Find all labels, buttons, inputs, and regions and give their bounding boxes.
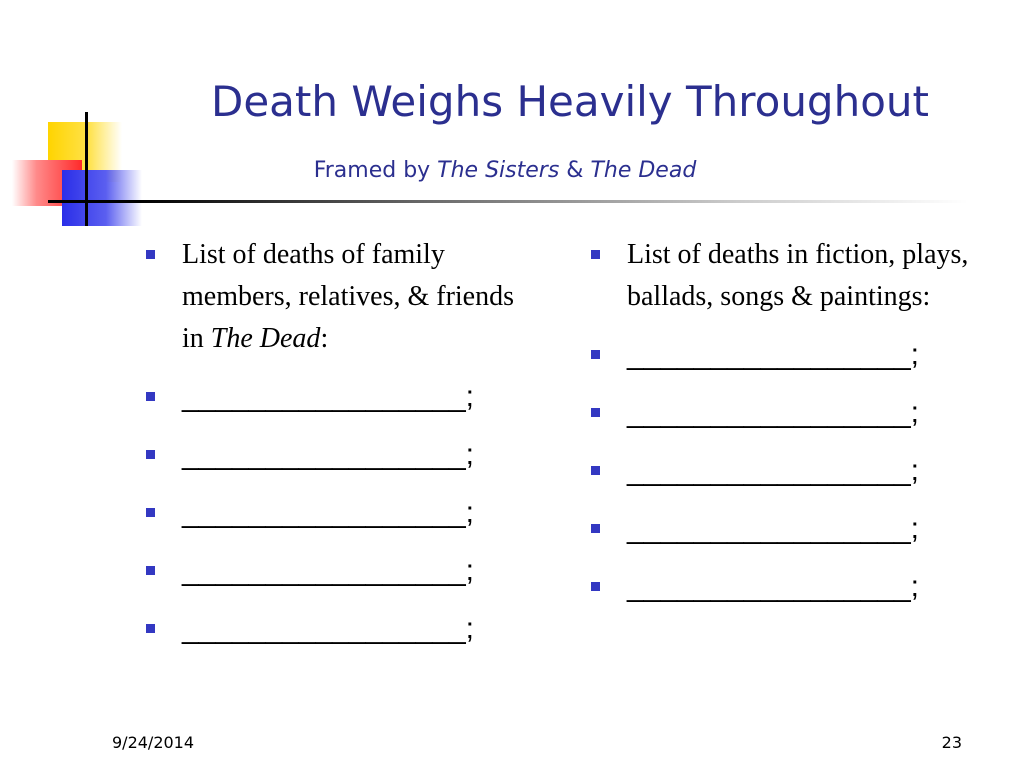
square-bullet-icon: [591, 250, 600, 259]
left-heading-item: [140, 234, 530, 360]
left-blank-item: [140, 426, 530, 484]
blank-line: _________________;: [627, 338, 919, 371]
square-bullet-icon: [146, 392, 155, 401]
right-blank-item: [585, 384, 975, 442]
right-heading-text: List of deaths in fiction, plays, ballads, songs & paintings:: [627, 239, 969, 312]
blank-line: _________________;: [627, 570, 919, 603]
square-bullet-icon: [146, 508, 155, 517]
right-column: [585, 234, 975, 616]
blank-line: _________________;: [627, 454, 919, 487]
square-bullet-icon: [146, 250, 155, 259]
right-blank-item: [585, 558, 975, 616]
footer-date: 9/24/2014: [112, 733, 195, 752]
left-column: [140, 234, 530, 658]
left-heading-italic: The Dead: [210, 323, 321, 354]
square-bullet-icon: [146, 566, 155, 575]
right-blank-item: [585, 500, 975, 558]
slide-subtitle: [130, 156, 880, 186]
subtitle-work-title-2: The Dead: [590, 158, 697, 183]
subtitle-work-title-1: The Sisters: [437, 158, 560, 183]
blank-line: _________________;: [182, 612, 474, 645]
right-blank-item: [585, 326, 975, 384]
left-heading-suffix: :: [320, 323, 329, 354]
left-blank-item: [140, 484, 530, 542]
subtitle-ampersand: &: [559, 158, 591, 183]
square-bullet-icon: [591, 350, 600, 359]
right-heading-item: [585, 234, 975, 318]
decorative-vertical-line: [85, 112, 88, 226]
slide-number: 23: [941, 733, 962, 752]
square-bullet-icon: [146, 450, 155, 459]
square-bullet-icon: [591, 524, 600, 533]
blank-line: _________________;: [182, 380, 474, 413]
blank-line: _________________;: [627, 512, 919, 545]
blank-line: _________________;: [182, 496, 474, 529]
square-bullet-icon: [591, 582, 600, 591]
blank-line: _________________;: [182, 554, 474, 587]
square-bullet-icon: [591, 408, 600, 417]
left-blank-item: [140, 542, 530, 600]
right-blank-item: [585, 442, 975, 500]
square-bullet-icon: [146, 624, 155, 633]
square-bullet-icon: [591, 466, 600, 475]
left-heading-text: List of deaths of family members, relatives, & friends in: [182, 239, 515, 354]
title-underline-divider: [48, 200, 968, 203]
left-blank-item: [140, 600, 530, 658]
blank-line: _________________;: [627, 396, 919, 429]
slide-title: Death Weighs Heavily Throughout: [211, 77, 929, 126]
subtitle-prefix: Framed by: [313, 158, 438, 183]
left-blank-item: [140, 368, 530, 426]
blank-line: _________________;: [182, 438, 474, 471]
